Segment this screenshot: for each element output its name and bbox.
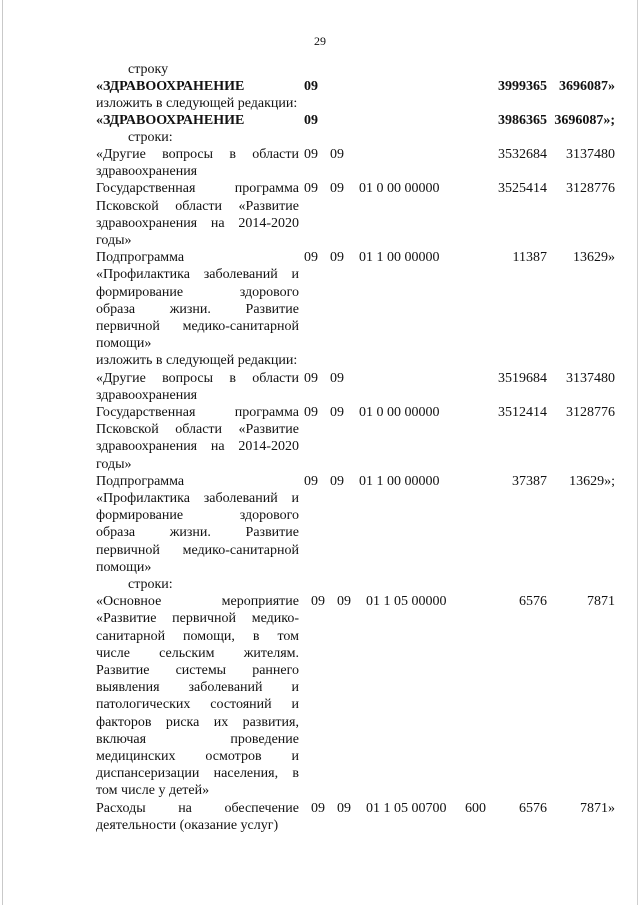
row-label [96, 249, 299, 352]
row-label-line: «Профилактика заболеваний и [96, 490, 299, 506]
row-label-line: «Профилактика заболеваний и [96, 267, 299, 283]
rz-code: 09 [311, 594, 325, 610]
row-label-line: Псковской области «Развитие [96, 198, 299, 214]
value-2025: 3525414 [498, 181, 547, 197]
value-2026: 3128776 [566, 181, 615, 197]
row-label-line: образа жизни. Развитие [96, 301, 299, 317]
rz-code: 09 [304, 147, 318, 162]
row-label-line: Псковской области «Развитие [96, 422, 299, 438]
top-new-rz: 09 [304, 113, 318, 128]
top-old-value-2: 3696087» [559, 79, 615, 94]
row-label-line: здравоохранения [96, 164, 198, 180]
value-2026: 3128776 [566, 405, 615, 420]
intro-line: строку [128, 62, 169, 77]
row-label-line: первичной медико-санитарной [96, 318, 299, 334]
top-old-rz: 09 [304, 79, 318, 94]
row-label-line: включая проведение [96, 731, 299, 747]
rz-code: 09 [311, 800, 325, 816]
value-2025: 11387 [512, 250, 547, 266]
row-label-line: помощи» [96, 559, 152, 575]
value-2026: 13629»; [569, 473, 615, 489]
row-label-line: выявления заболеваний и [96, 680, 299, 696]
value-2025: 6576 [519, 594, 547, 610]
value-2025: 3519684 [498, 370, 547, 386]
csr-code: 01 0 00 00000 [359, 405, 440, 420]
row-label-line: «Основное мероприятие [96, 594, 299, 610]
row-label-line: Государственная программа [96, 181, 299, 197]
row-label-line: здравоохранения на 2014-2020 [96, 439, 299, 455]
csr-code: 01 1 05 00700 [366, 800, 447, 816]
row-label-line: «Другие вопросы в области [96, 370, 299, 386]
row-label-line: здравоохранения [96, 387, 198, 403]
intro-line: строки: [128, 577, 173, 592]
pr-code: 09 [337, 594, 351, 610]
csr-code: 01 1 00 00000 [359, 473, 440, 489]
row-label-line: патологических состояний и [96, 697, 299, 713]
scan-edge-left [2, 0, 3, 905]
row-label-line: первичной медико-санитарной [96, 542, 299, 558]
row-label [96, 593, 299, 799]
value-2026: 13629» [573, 250, 615, 266]
csr-code: 01 1 05 00000 [366, 594, 447, 610]
pr-code: 09 [330, 181, 344, 197]
rz-code: 09 [304, 473, 318, 489]
rz-code: 09 [304, 405, 318, 420]
row-label [96, 180, 299, 249]
pr-code: 09 [337, 800, 351, 816]
top-old-value-1: 3999365 [498, 79, 547, 94]
csr-code: 01 0 00 00000 [359, 181, 440, 197]
top-old-label: «ЗДРАВООХРАНЕНИЕ [96, 79, 245, 94]
row-label-line: образа жизни. Развитие [96, 525, 299, 541]
pr-code: 09 [330, 250, 344, 266]
top-new-value-2: 3696087»; [554, 113, 615, 128]
csr-code: 01 1 00 00000 [359, 250, 440, 266]
instruction-line: изложить в следующей редакции: [96, 96, 298, 111]
row-label [96, 146, 299, 180]
row-label-line: годы» [96, 232, 132, 248]
value-2026: 3137480 [566, 147, 615, 162]
value-2026: 7871 [587, 594, 615, 610]
page-number: 29 [314, 34, 326, 48]
row-label-line: «Развитие первичной медико- [96, 611, 299, 627]
row-label-line: деятельности (оказание услуг) [96, 817, 279, 833]
rz-code: 09 [304, 370, 318, 386]
row-label-line: факторов риска их развития, [96, 714, 299, 730]
value-2026: 3137480 [566, 370, 615, 386]
row-label-line: медицинских осмотров и [96, 748, 299, 764]
row-label-line: Подпрограмма [96, 473, 185, 489]
row-label-line: Развитие системы раннего [96, 662, 299, 678]
value-2025: 3512414 [498, 405, 547, 420]
row-label [96, 404, 299, 473]
row-label-line: «Другие вопросы в области [96, 147, 299, 162]
row-label [96, 370, 299, 404]
row-label-line: здравоохранения на 2014-2020 [96, 215, 299, 231]
row-label-line: Государственная программа [96, 405, 299, 420]
row-label-line: помощи» [96, 336, 152, 352]
row-label [96, 800, 299, 834]
value-2025: 3532684 [498, 147, 547, 162]
row-label-line: формирование здорового [96, 508, 299, 524]
pr-code: 09 [330, 370, 344, 386]
row-label-line: том числе у детей» [96, 783, 210, 799]
row-label [96, 473, 299, 576]
vr-code: 600 [465, 800, 486, 816]
row-label-line: Подпрограмма [96, 250, 185, 266]
value-2025: 6576 [519, 800, 547, 816]
rz-code: 09 [304, 250, 318, 266]
value-2025: 37387 [512, 473, 547, 489]
pr-code: 09 [330, 473, 344, 489]
row-label-line: формирование здорового [96, 284, 299, 300]
pr-code: 09 [330, 147, 344, 162]
intro-line: строки: [128, 130, 173, 145]
top-new-label: «ЗДРАВООХРАНЕНИЕ [96, 113, 245, 128]
row-label-line: санитарной помощи, в том [96, 628, 299, 644]
row-label-line: диспансеризации населения, в [96, 766, 299, 782]
scan-edge-right [637, 0, 638, 905]
rz-code: 09 [304, 181, 318, 197]
value-2026: 7871» [580, 800, 615, 816]
row-label-line: Расходы на обеспечение [96, 800, 299, 816]
row-label-line: числе сельским жителям. [96, 645, 299, 661]
top-new-value-1: 3986365 [498, 113, 547, 128]
pr-code: 09 [330, 405, 344, 420]
row-label-line: годы» [96, 456, 132, 472]
instruction-line: изложить в следующей редакции: [96, 353, 298, 369]
